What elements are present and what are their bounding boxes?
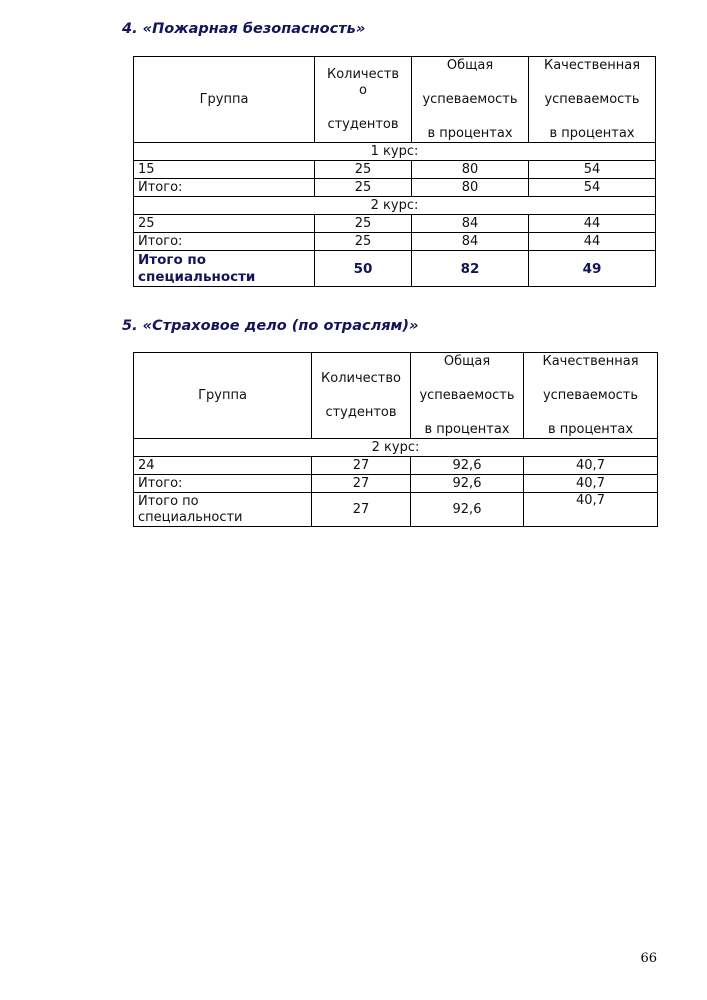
header-count-line1: Количеств xyxy=(326,66,399,82)
header-overall-line1: Общая xyxy=(443,353,491,369)
total-label xyxy=(134,251,315,287)
cell-students: 27 xyxy=(312,475,411,493)
total-label-line1: Итого по xyxy=(138,251,207,268)
table-row xyxy=(134,457,658,475)
header-quality-line3: в процентах xyxy=(547,421,634,437)
header-quality-line3: в процентах xyxy=(549,125,635,141)
header-quality-performance xyxy=(529,57,656,143)
header-overall-line1: Общая xyxy=(446,57,494,73)
total-label-line1: Итого по xyxy=(138,493,199,509)
header-group-label: Группа xyxy=(198,387,247,403)
header-overall-line2: успеваемость xyxy=(419,387,515,403)
total-overall: 82 xyxy=(412,251,529,287)
header-quality-line1: Качественная xyxy=(543,57,641,73)
header-count-line1: Количество xyxy=(321,370,401,386)
table-header-row xyxy=(134,57,656,143)
performance-table-insurance xyxy=(133,352,658,527)
course-label: 2 курс: xyxy=(134,439,658,457)
header-overall-performance xyxy=(411,353,524,439)
cell-overall: 92,6 xyxy=(411,457,524,475)
cell-overall: 84 xyxy=(412,233,529,251)
table-row xyxy=(134,179,656,197)
header-overall-line3: в процентах xyxy=(427,125,513,141)
header-overall-performance xyxy=(412,57,529,143)
cell-group: 24 xyxy=(134,457,312,475)
header-students-count xyxy=(312,353,411,439)
header-overall-line3: в процентах xyxy=(424,421,510,437)
specialty-total-row xyxy=(134,493,658,527)
header-group xyxy=(134,57,315,143)
header-count-line2: о xyxy=(359,82,367,98)
header-count-line3: студентов xyxy=(327,116,399,132)
performance-table-fire-safety xyxy=(133,56,656,287)
page-number: 66 xyxy=(640,951,657,966)
header-group-label: Группа xyxy=(199,91,249,107)
cell-students: 25 xyxy=(315,215,412,233)
total-students: 50 xyxy=(315,251,412,287)
total-label-line2: специальности xyxy=(138,509,243,525)
course-row xyxy=(134,143,656,161)
cell-students: 27 xyxy=(312,457,411,475)
cell-quality: 40,7 xyxy=(524,475,658,493)
header-count-line2: студентов xyxy=(325,404,397,420)
total-students: 27 xyxy=(312,493,411,527)
header-quality-line2: успеваемость xyxy=(544,91,640,107)
header-quality-line1: Качественная xyxy=(542,353,639,369)
total-quality: 49 xyxy=(529,251,656,287)
section-heading-fire-safety: 4. «Пожарная безопасность» xyxy=(122,21,366,37)
cell-overall: 80 xyxy=(412,179,529,197)
table-row xyxy=(134,475,658,493)
cell-overall: 80 xyxy=(412,161,529,179)
total-label-line2: специальности xyxy=(138,268,256,285)
course-label: 1 курс: xyxy=(134,143,656,161)
cell-overall: 84 xyxy=(412,215,529,233)
course-row xyxy=(134,197,656,215)
table-header-row xyxy=(134,353,658,439)
cell-quality: 44 xyxy=(529,215,656,233)
course-label: 2 курс: xyxy=(134,197,656,215)
cell-quality: 54 xyxy=(529,161,656,179)
table-row xyxy=(134,215,656,233)
cell-group: Итого: xyxy=(134,179,315,197)
total-label xyxy=(134,493,312,527)
specialty-total-row xyxy=(134,251,656,287)
cell-students: 25 xyxy=(315,161,412,179)
cell-group: Итого: xyxy=(134,475,312,493)
cell-group: 15 xyxy=(134,161,315,179)
header-students-count xyxy=(315,57,412,143)
cell-group: 25 xyxy=(134,215,315,233)
header-overall-line2: успеваемость xyxy=(422,91,518,107)
section-heading-insurance: 5. «Страховое дело (по отраслям)» xyxy=(122,318,419,334)
cell-group: Итого: xyxy=(134,233,315,251)
total-quality: 40,7 xyxy=(524,493,658,527)
cell-quality: 40,7 xyxy=(524,457,658,475)
cell-overall: 92,6 xyxy=(411,475,524,493)
table-row xyxy=(134,161,656,179)
header-quality-line2: успеваемость xyxy=(542,387,639,403)
table-row xyxy=(134,233,656,251)
header-group xyxy=(134,353,312,439)
course-row xyxy=(134,439,658,457)
header-quality-performance xyxy=(524,353,658,439)
cell-students: 25 xyxy=(315,233,412,251)
total-overall: 92,6 xyxy=(411,493,524,527)
cell-quality: 54 xyxy=(529,179,656,197)
cell-quality: 44 xyxy=(529,233,656,251)
cell-students: 25 xyxy=(315,179,412,197)
